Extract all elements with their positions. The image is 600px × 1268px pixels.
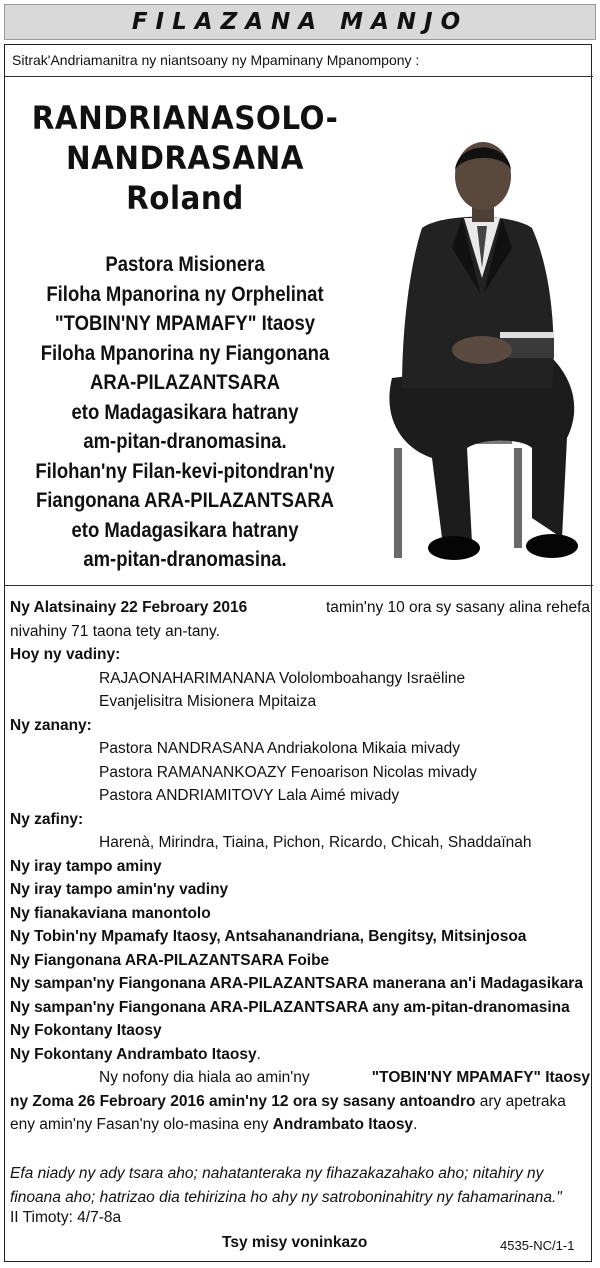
- deceased-titles: [8, 250, 362, 575]
- spouse-name: RAJAONAHARIMANANA Vololomboahangy Israëline: [99, 669, 466, 687]
- title-line: Filohan'ny Filan-kevi-pitondran'ny: [35, 459, 335, 483]
- notice-code: 4535-NC/1-1: [500, 1238, 575, 1253]
- title-line: Fiangonana ARA-PILAZANTSARA: [35, 489, 335, 512]
- section-title: FILAZANA MANJO: [131, 9, 469, 35]
- funeral-line-1: Ny nofony dia hiala ao amin'ny "TOBIN'NY MPAMAFY" Itaosy: [99, 1069, 590, 1086]
- family-line: Ny Fokontany Itaosy: [10, 1022, 162, 1039]
- death-line-2: nivahiny 71 taona tety an-tany.: [10, 622, 220, 640]
- grandchildren-label: Ny zafiny:: [10, 810, 84, 828]
- scripture-quote: Efa niady ny ady tsara aho; nahatanteraka ny fihazakazahako aho; nitahiry ny finoana aho; hatrizao dia tehirizina ho ahy ny satroboninahitry ny fahamarinana.": [10, 1165, 562, 1206]
- deceased-name: [10, 98, 360, 218]
- family-line: Ny fianakaviana manontolo: [10, 904, 211, 922]
- grandchildren-list: Harenà, Mirindra, Tiaina, Pichon, Ricardo, Chicah, Shaddaïnah: [99, 834, 532, 851]
- spouse-title: Evanjelisitra Misionera Mpitaiza: [99, 693, 317, 710]
- divider: [5, 585, 593, 586]
- portrait-photo: [372, 118, 590, 568]
- title-line: Filoha Mpanorina ny Orphelinat: [46, 282, 324, 306]
- family-line: Ny Tobin'ny Mpamafy Itaosy, Antsahanandriana, Bengitsy, Mitsinjosoa: [10, 928, 527, 945]
- intro-line: Sitrak'Andriamanitra ny niantsoany ny Mpaminany Mpanompony :: [12, 52, 420, 68]
- family-line: Ny iray tampo amin'ny vadiny: [10, 881, 229, 898]
- family-line: Ny Fiangonana ARA-PILAZANTSARA Foibe: [10, 951, 330, 969]
- notice-body: [10, 596, 592, 1137]
- title-line: eto Madagasikara hatrany: [71, 518, 299, 542]
- child-item: Pastora ANDRIAMITOVY Lala Aimé mivady: [99, 787, 400, 804]
- funeral-line-2: ny Zoma 26 Febroary 2016 amin'ny 12 ora sy sasany antoandro ary apetraka: [10, 1092, 566, 1110]
- closing-line: Tsy misy voninkazo: [222, 1234, 368, 1251]
- family-line: Ny sampan'ny Fiangonana ARA-PILAZANTSARA manerana an'i Madagasikara: [10, 975, 583, 992]
- title-line: eto Madagasikara hatrany: [71, 400, 299, 424]
- name-line-2: NANDRASANA: [66, 139, 304, 177]
- scripture-reference: II Timoty: 4/7-8a: [10, 1209, 122, 1226]
- death-line: Ny Alatsinainy 22 Febroary 2016 tamin'ny 10 ora sy sasany alina rehefa: [10, 599, 590, 616]
- funeral-line-3: eny amin'ny Fasan'ny olo-masina eny Andrambato Itaosy.: [10, 1116, 418, 1133]
- spouse-label: Hoy ny vadiny:: [10, 646, 121, 663]
- child-item: Pastora NANDRASANA Andriakolona Mikaia mivady: [99, 740, 460, 757]
- section-banner: [4, 4, 596, 40]
- family-line-last: Ny Fokontany Andrambato Itaosy.: [10, 1045, 261, 1063]
- title-line: Filoha Mpanorina ny Fiangonana: [40, 341, 330, 365]
- child-item: Pastora RAMANANKOAZY Fenoarison Nicolas mivady: [99, 763, 477, 781]
- title-line: "TOBIN'NY MPAMAFY" Itaosy: [54, 312, 316, 335]
- name-line-1: RANDRIANASOLO-: [31, 99, 339, 137]
- name-line-3: Roland: [126, 179, 244, 217]
- title-line: am-pitan-dranomasina.: [83, 548, 287, 571]
- family-line: Ny iray tampo aminy: [10, 857, 162, 875]
- children-label: Ny zanany:: [10, 716, 92, 734]
- title-line: am-pitan-dranomasina.: [83, 430, 287, 453]
- title-line: ARA-PILAZANTSARA: [90, 371, 280, 394]
- divider: [5, 76, 593, 77]
- title-line: Pastora Misionera: [105, 253, 265, 276]
- family-line: Ny sampan'ny Fiangonana ARA-PILAZANTSARA any am-pitan-dranomasina: [10, 998, 570, 1016]
